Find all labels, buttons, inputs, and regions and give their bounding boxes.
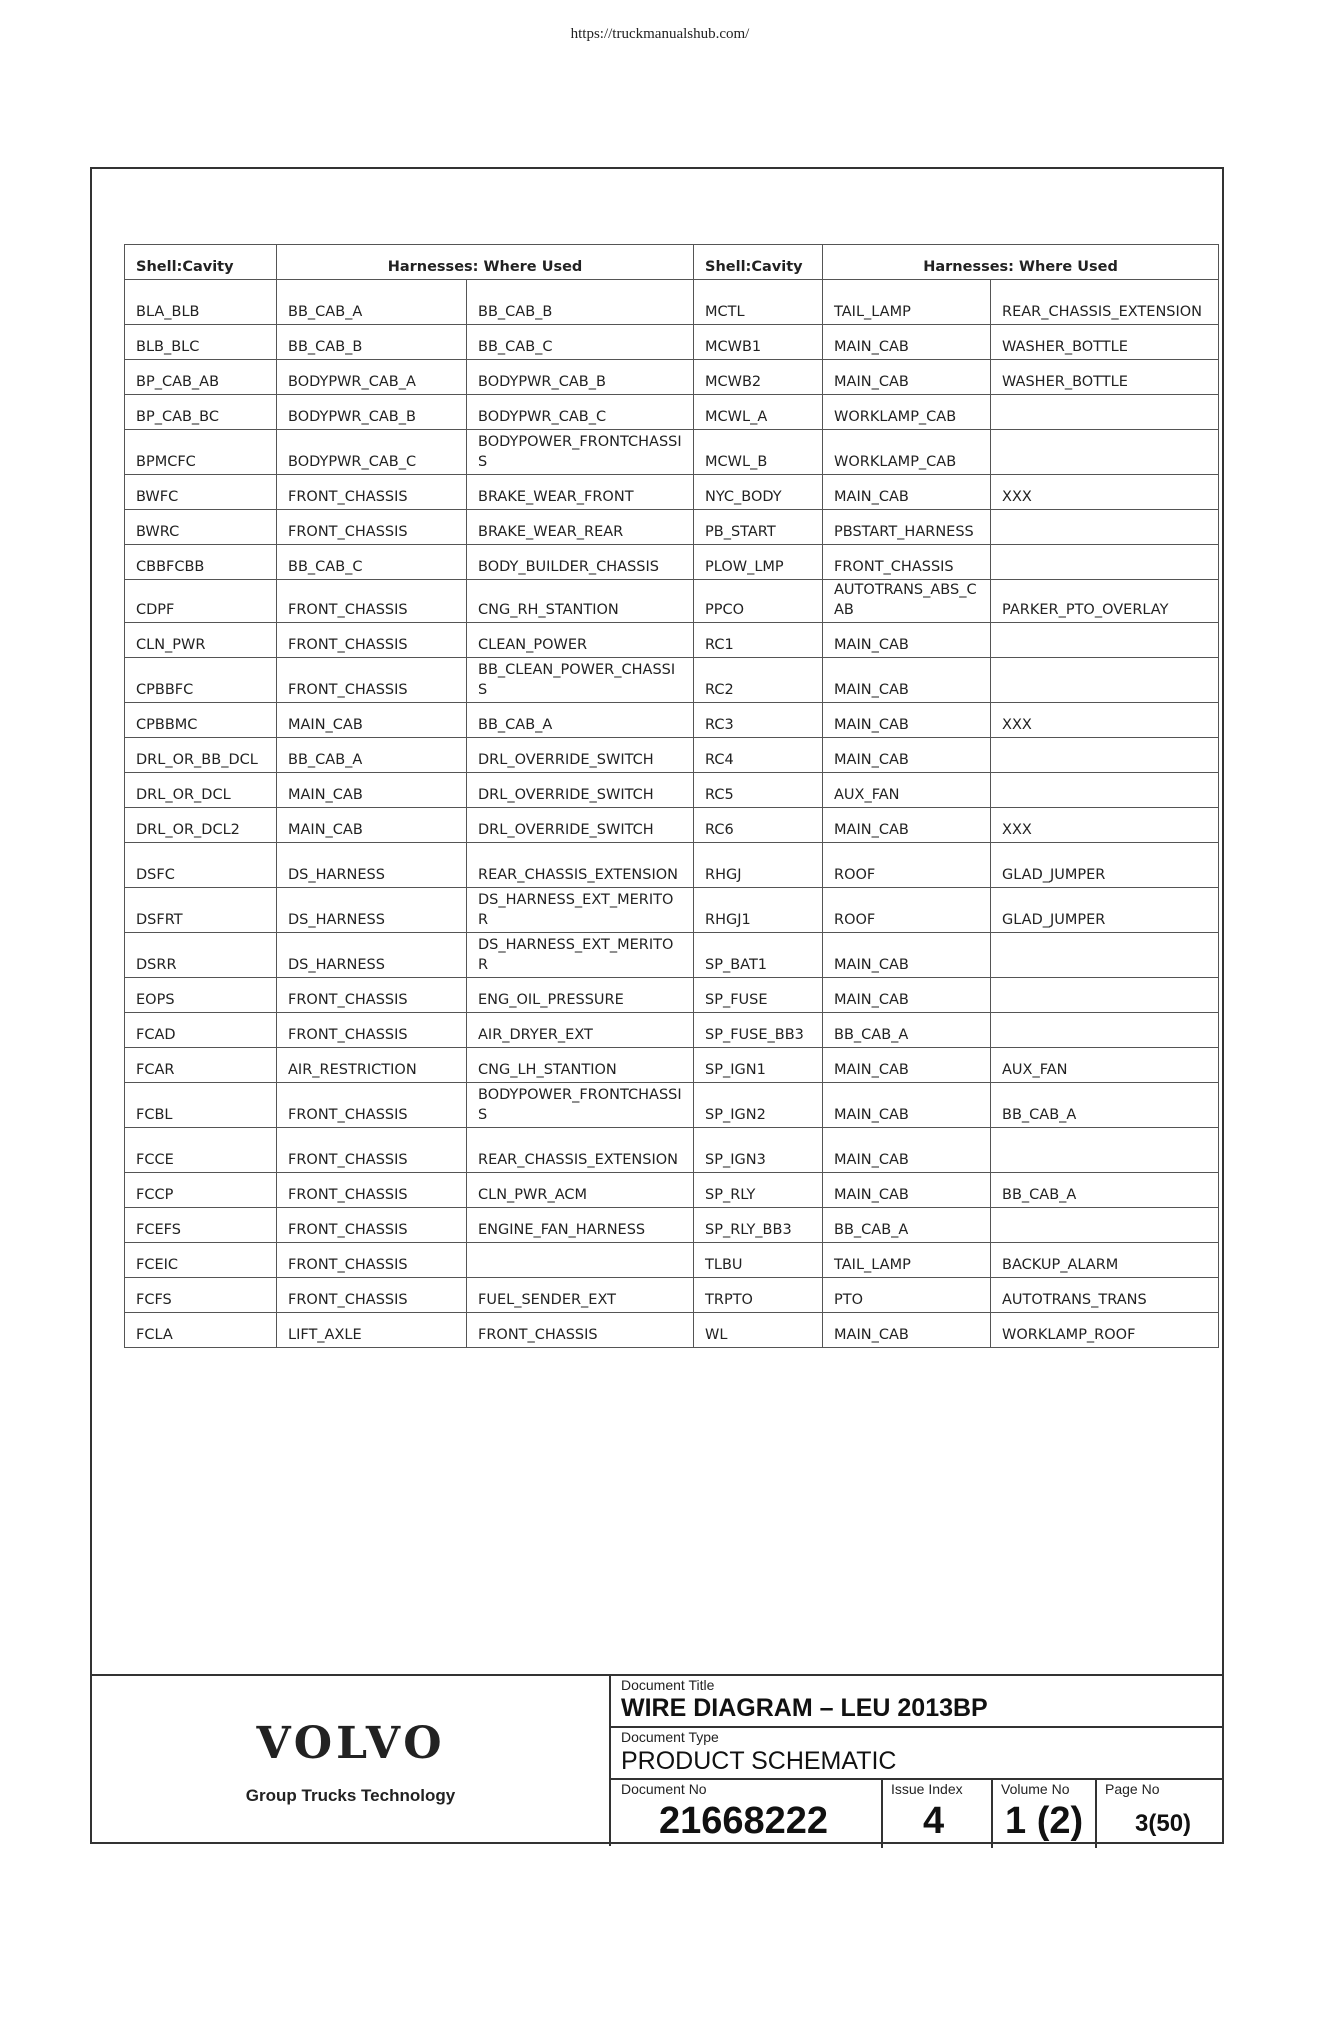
table-row [125, 703, 1219, 738]
harness-cell: TAIL_LAMP [823, 280, 991, 325]
table-row [125, 580, 1219, 623]
harness-cell: WASHER_BOTTLE [991, 360, 1219, 395]
harness-cell: BACKUP_ALARM [991, 1243, 1219, 1278]
shell-cavity-cell: DRL_OR_DCL2 [125, 808, 277, 843]
harness-cell: MAIN_CAB [823, 1313, 991, 1348]
table-row [125, 430, 1219, 475]
shell-cavity-cell: SP_RLY_BB3 [694, 1208, 823, 1243]
harness-cell: MAIN_CAB [823, 475, 991, 510]
shell-cavity-cell: WL [694, 1313, 823, 1348]
doc-title: WIRE DIAGRAM – LEU 2013BP [621, 1694, 988, 1722]
table-row [125, 1173, 1219, 1208]
harness-cell: MAIN_CAB [823, 1173, 991, 1208]
harness-cell [991, 773, 1219, 808]
svg-text:VOLVO: VOLVO [255, 1718, 446, 1766]
harness-cell: BODYPWR_CAB_C [467, 395, 694, 430]
harness-cell: BB_CAB_A [823, 1208, 991, 1243]
table-row [125, 773, 1219, 808]
shell-cavity-cell: CPBBMC [125, 703, 277, 738]
logo-area [92, 1676, 611, 1846]
harness-cell: REAR_CHASSIS_EXTENSION [467, 1128, 694, 1173]
volume-no-label: Volume No [1001, 1781, 1070, 1797]
shell-cavity-cell: DRL_OR_BB_DCL [125, 738, 277, 773]
harness-cell: BRAKE_WEAR_FRONT [467, 475, 694, 510]
volvo-wordmark [221, 1716, 481, 1766]
shell-cavity-cell: MCTL [694, 280, 823, 325]
shell-cavity-cell: MCWL_B [694, 430, 823, 475]
harness-cell: BB_CAB_B [277, 325, 467, 360]
harness-cell: FRONT_CHASSIS [467, 1313, 694, 1348]
harness-cell: MAIN_CAB [823, 360, 991, 395]
group-name: Group Trucks Technology [245, 1786, 456, 1805]
table-row [125, 545, 1219, 580]
harness-cell: MAIN_CAB [823, 623, 991, 658]
harness-cell: MAIN_CAB [277, 808, 467, 843]
harness-cell: WORKLAMP_CAB [823, 395, 991, 430]
harness-cell: AIR_RESTRICTION [277, 1048, 467, 1083]
harness-cell: BODYPOWER_FRONTCHASSIS [467, 430, 694, 475]
shell-cavity-cell: CBBFCBB [125, 545, 277, 580]
harness-cell: CNG_RH_STANTION [467, 580, 694, 623]
harness-cell: GLAD_JUMPER [991, 843, 1219, 888]
harness-cell: MAIN_CAB [823, 738, 991, 773]
shell-cavity-cell: SP_IGN1 [694, 1048, 823, 1083]
table-header-row [125, 245, 1219, 280]
harness-cell: BB_CAB_A [277, 280, 467, 325]
shell-cavity-cell: SP_BAT1 [694, 933, 823, 978]
harness-cell [991, 430, 1219, 475]
header-harnesses: Harnesses: Where Used [823, 245, 1219, 280]
shell-cavity-cell: FCAR [125, 1048, 277, 1083]
harness-cell: MAIN_CAB [823, 808, 991, 843]
table-row [125, 1048, 1219, 1083]
doc-no-label: Document No [621, 1781, 707, 1797]
table-row [125, 623, 1219, 658]
harness-cell: FRONT_CHASSIS [823, 545, 991, 580]
harness-cell: FUEL_SENDER_EXT [467, 1278, 694, 1313]
shell-cavity-cell: BLB_BLC [125, 325, 277, 360]
divider [991, 1780, 993, 1848]
harness-cell: FRONT_CHASSIS [277, 510, 467, 545]
shell-cavity-cell: RC1 [694, 623, 823, 658]
harness-cell: FRONT_CHASSIS [277, 1278, 467, 1313]
harness-cell: PBSTART_HARNESS [823, 510, 991, 545]
shell-cavity-cell: FCAD [125, 1013, 277, 1048]
doc-type-label: Document Type [621, 1729, 719, 1745]
harness-cell: BRAKE_WEAR_REAR [467, 510, 694, 545]
harness-cell [467, 1243, 694, 1278]
harness-cell: LIFT_AXLE [277, 1313, 467, 1348]
shell-cavity-cell: BWFC [125, 475, 277, 510]
shell-cavity-cell: FCLA [125, 1313, 277, 1348]
table-row [125, 475, 1219, 510]
harness-cell: BB_CAB_A [467, 703, 694, 738]
shell-cavity-cell: TLBU [694, 1243, 823, 1278]
harness-cell: CLN_PWR_ACM [467, 1173, 694, 1208]
harness-cell: XXX [991, 475, 1219, 510]
harness-cell: XXX [991, 808, 1219, 843]
harness-cell: MAIN_CAB [823, 1083, 991, 1128]
table-row [125, 808, 1219, 843]
harness-cell: BODYPWR_CAB_B [467, 360, 694, 395]
harness-cell: CLEAN_POWER [467, 623, 694, 658]
harness-cell: AUX_FAN [991, 1048, 1219, 1083]
header-shell-cavity: Shell:Cavity [694, 245, 823, 280]
harness-cell: FRONT_CHASSIS [277, 1173, 467, 1208]
harness-cell: PTO [823, 1278, 991, 1313]
shell-cavity-cell: BLA_BLB [125, 280, 277, 325]
shell-cavity-cell: PPCO [694, 580, 823, 623]
harness-cell: DS_HARNESS [277, 843, 467, 888]
shell-cavity-cell: CPBBFC [125, 658, 277, 703]
harness-cell [991, 1013, 1219, 1048]
harness-cell: FRONT_CHASSIS [277, 1013, 467, 1048]
shell-cavity-cell: DRL_OR_DCL [125, 773, 277, 808]
table-row [125, 1128, 1219, 1173]
page-no: 3(50) [1135, 1810, 1192, 1837]
harness-cell: MAIN_CAB [277, 773, 467, 808]
shell-cavity-cell: SP_FUSE_BB3 [694, 1013, 823, 1048]
harness-cell: FRONT_CHASSIS [277, 623, 467, 658]
harness-cell: BB_CAB_A [991, 1173, 1219, 1208]
shell-cavity-cell: BWRC [125, 510, 277, 545]
harness-cell: CNG_LH_STANTION [467, 1048, 694, 1083]
harness-cell: PARKER_PTO_OVERLAY [991, 580, 1219, 623]
harness-cell [991, 658, 1219, 703]
volvo-logo [92, 1716, 609, 1770]
shell-cavity-cell: SP_IGN3 [694, 1128, 823, 1173]
harness-cell: MAIN_CAB [823, 325, 991, 360]
table-row [125, 888, 1219, 933]
shell-cavity-cell: DSFC [125, 843, 277, 888]
harness-cell: WASHER_BOTTLE [991, 325, 1219, 360]
harness-cell: MAIN_CAB [823, 658, 991, 703]
shell-cavity-table [124, 244, 1219, 1348]
harness-cell: MAIN_CAB [277, 703, 467, 738]
shell-cavity-cell: RC4 [694, 738, 823, 773]
source-url: https://truckmanualshub.com/ [570, 26, 750, 42]
table-row [125, 1313, 1219, 1348]
harness-cell: ROOF [823, 843, 991, 888]
shell-cavity-cell: BP_CAB_AB [125, 360, 277, 395]
harness-cell: BB_CAB_C [277, 545, 467, 580]
harness-cell: DS_HARNESS [277, 888, 467, 933]
harness-cell: FRONT_CHASSIS [277, 1128, 467, 1173]
shell-cavity-cell: RHGJ1 [694, 888, 823, 933]
shell-cavity-cell: DSRR [125, 933, 277, 978]
harness-cell [991, 623, 1219, 658]
shell-cavity-cell: SP_RLY [694, 1173, 823, 1208]
shell-cavity-cell: PB_START [694, 510, 823, 545]
shell-cavity-cell: DSFRT [125, 888, 277, 933]
harness-cell: WORKLAMP_ROOF [991, 1313, 1219, 1348]
harness-cell [991, 1128, 1219, 1173]
table-row [125, 1243, 1219, 1278]
shell-cavity-cell: MCWB2 [694, 360, 823, 395]
shell-cavity-cell: FCBL [125, 1083, 277, 1128]
harness-cell: BB_CLEAN_POWER_CHASSIS [467, 658, 694, 703]
harness-cell: BB_CAB_B [467, 280, 694, 325]
shell-cavity-cell: RC3 [694, 703, 823, 738]
shell-cavity-cell: FCCE [125, 1128, 277, 1173]
harness-cell: DS_HARNESS_EXT_MERITOR [467, 933, 694, 978]
divider [1095, 1780, 1097, 1848]
harness-cell: FRONT_CHASSIS [277, 1208, 467, 1243]
harness-cell: MAIN_CAB [823, 703, 991, 738]
harness-cell: FRONT_CHASSIS [277, 1083, 467, 1128]
harness-cell: MAIN_CAB [823, 1048, 991, 1083]
doc-title-cell [611, 1676, 1222, 1728]
harness-cell [991, 395, 1219, 430]
harness-cell [991, 978, 1219, 1013]
shell-cavity-cell: RC6 [694, 808, 823, 843]
harness-cell: BODYPWR_CAB_C [277, 430, 467, 475]
shell-cavity-cell: TRPTO [694, 1278, 823, 1313]
table-row [125, 658, 1219, 703]
table-row [125, 738, 1219, 773]
harness-cell: FRONT_CHASSIS [277, 580, 467, 623]
shell-cavity-cell: FCEFS [125, 1208, 277, 1243]
harness-cell: MAIN_CAB [823, 1128, 991, 1173]
doc-type: PRODUCT SCHEMATIC [621, 1747, 897, 1775]
shell-cavity-cell: SP_IGN2 [694, 1083, 823, 1128]
shell-cavity-cell: CDPF [125, 580, 277, 623]
table-row [125, 843, 1219, 888]
table-row [125, 325, 1219, 360]
harness-cell: BB_CAB_A [823, 1013, 991, 1048]
table-row [125, 510, 1219, 545]
shell-cavity-cell: FCCP [125, 1173, 277, 1208]
shell-cavity-cell: BP_CAB_BC [125, 395, 277, 430]
shell-cavity-cell: RC2 [694, 658, 823, 703]
harness-cell: TAIL_LAMP [823, 1243, 991, 1278]
doc-number-row [611, 1780, 1222, 1844]
header-shell-cavity: Shell:Cavity [125, 245, 277, 280]
volume-no: 1 (2) [1005, 1800, 1084, 1842]
harness-cell: AUTOTRANS_ABS_CAB [823, 580, 991, 623]
table-row [125, 933, 1219, 978]
harness-cell: AIR_DRYER_EXT [467, 1013, 694, 1048]
harness-cell [991, 1208, 1219, 1243]
drawing-frame [90, 167, 1224, 1844]
table-row [125, 978, 1219, 1013]
harness-cell: MAIN_CAB [823, 933, 991, 978]
harness-cell: MAIN_CAB [823, 978, 991, 1013]
shell-cavity-cell: PLOW_LMP [694, 545, 823, 580]
harness-cell: BODYPWR_CAB_A [277, 360, 467, 395]
harness-cell: AUTOTRANS_TRANS [991, 1278, 1219, 1313]
header-harnesses: Harnesses: Where Used [277, 245, 694, 280]
harness-cell: BODY_BUILDER_CHASSIS [467, 545, 694, 580]
shell-cavity-cell: EOPS [125, 978, 277, 1013]
table-row [125, 1013, 1219, 1048]
harness-cell: GLAD_JUMPER [991, 888, 1219, 933]
harness-cell: ENGINE_FAN_HARNESS [467, 1208, 694, 1243]
shell-cavity-cell: MCWB1 [694, 325, 823, 360]
harness-cell [991, 545, 1219, 580]
harness-cell: DRL_OVERRIDE_SWITCH [467, 773, 694, 808]
harness-cell: FRONT_CHASSIS [277, 1243, 467, 1278]
harness-cell [991, 510, 1219, 545]
harness-cell: BODYPOWER_FRONTCHASSIS [467, 1083, 694, 1128]
harness-cell: DRL_OVERRIDE_SWITCH [467, 808, 694, 843]
harness-cell: FRONT_CHASSIS [277, 978, 467, 1013]
title-block [92, 1674, 1222, 1846]
table-row [125, 395, 1219, 430]
shell-cavity-cell: SP_FUSE [694, 978, 823, 1013]
harness-cell: DS_HARNESS_EXT_MERITOR [467, 888, 694, 933]
divider [881, 1780, 883, 1848]
harness-cell: REAR_CHASSIS_EXTENSION [467, 843, 694, 888]
shell-cavity-cell: RC5 [694, 773, 823, 808]
shell-cavity-cell: CLN_PWR [125, 623, 277, 658]
harness-cell: BB_CAB_A [991, 1083, 1219, 1128]
page-no-label: Page No [1105, 1781, 1160, 1797]
harness-cell: REAR_CHASSIS_EXTENSION [991, 280, 1219, 325]
issue-index-label: Issue Index [891, 1781, 963, 1797]
issue-index: 4 [923, 1800, 945, 1842]
harness-cell: AUX_FAN [823, 773, 991, 808]
table-row [125, 1278, 1219, 1313]
table-row [125, 1083, 1219, 1128]
harness-cell: FRONT_CHASSIS [277, 475, 467, 510]
harness-cell: FRONT_CHASSIS [277, 658, 467, 703]
harness-cell: WORKLAMP_CAB [823, 430, 991, 475]
shell-cavity-cell: RHGJ [694, 843, 823, 888]
harness-cell: BODYPWR_CAB_B [277, 395, 467, 430]
harness-cell: DS_HARNESS [277, 933, 467, 978]
harness-cell: XXX [991, 703, 1219, 738]
shell-cavity-cell: NYC_BODY [694, 475, 823, 510]
table-row [125, 1208, 1219, 1243]
table-row [125, 280, 1219, 325]
harness-cell [991, 738, 1219, 773]
harness-cell: BB_CAB_A [277, 738, 467, 773]
table-body [125, 280, 1219, 1348]
harness-cell: ENG_OIL_PRESSURE [467, 978, 694, 1013]
shell-cavity-cell: BPMCFC [125, 430, 277, 475]
doc-title-label: Document Title [621, 1677, 715, 1693]
harness-cell [991, 933, 1219, 978]
harness-cell: DRL_OVERRIDE_SWITCH [467, 738, 694, 773]
harness-cell: BB_CAB_C [467, 325, 694, 360]
table-row [125, 360, 1219, 395]
doc-no: 21668222 [659, 1800, 829, 1842]
doc-type-cell [611, 1728, 1222, 1780]
shell-cavity-cell: FCEIC [125, 1243, 277, 1278]
shell-cavity-cell: MCWL_A [694, 395, 823, 430]
shell-cavity-cell: FCFS [125, 1278, 277, 1313]
harness-cell: ROOF [823, 888, 991, 933]
